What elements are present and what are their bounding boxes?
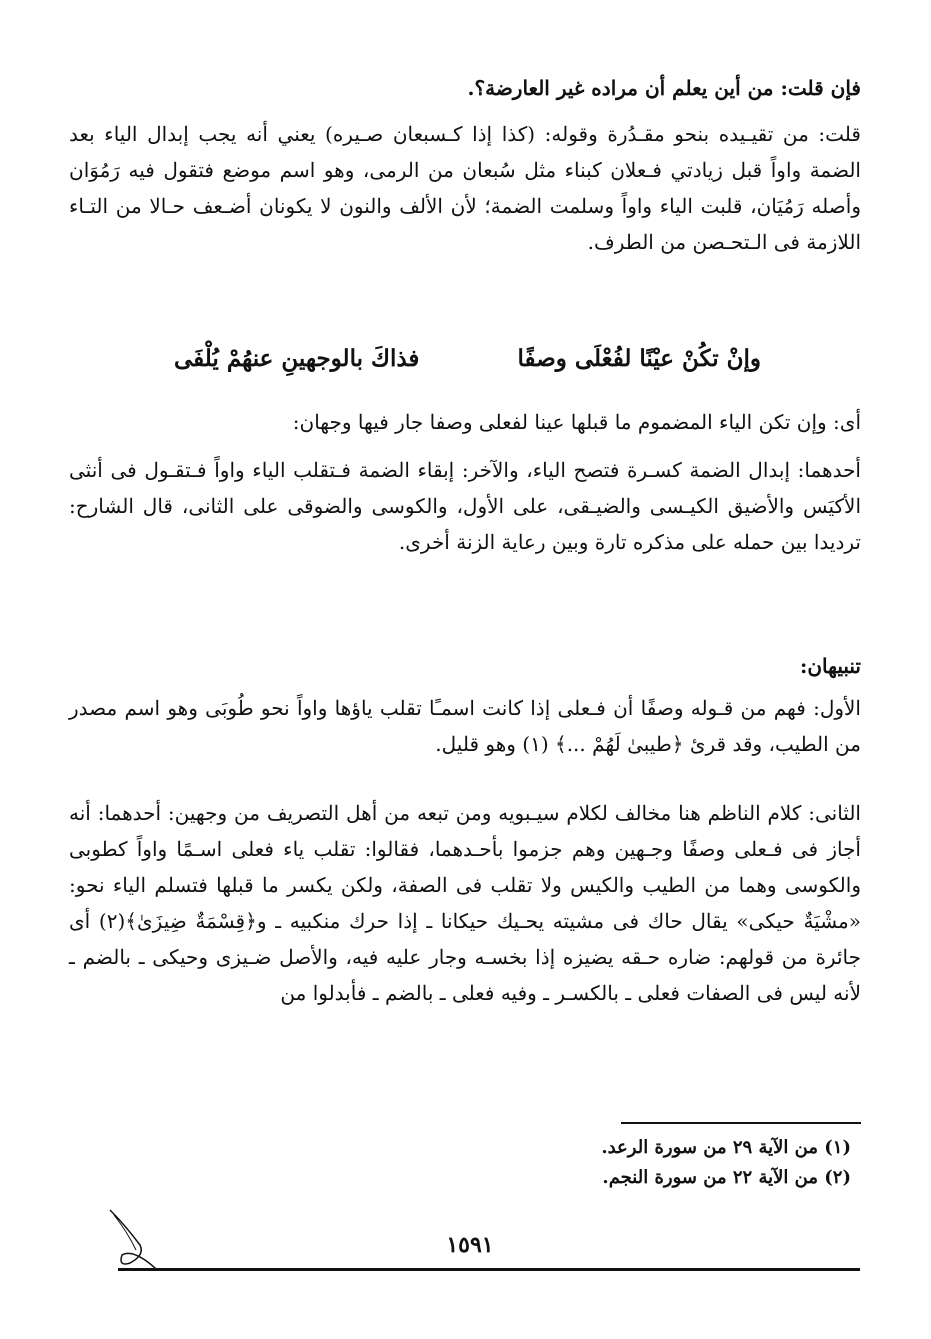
paragraph-second-note: الثانى: كلام الناظم هنا مخالف لكلام سيـبويه ومن تبعه من أهل التصريف من وجهين: أحدهما: أنه أجاز فى فـعلى وصفًا وجـهين وهم جزموا بأحـدهما، فقالوا: تقلب ياء فعلى اسـمًا واواً كطوبى والكوسى وهما من الطيب والكيس ولا تقلب فى الصفة، ولكن يكسر ما قبلها فتسلم الياء نحو: «مشْيَةٌ حيكى» يقال حاك فى مشيته يحـيك حيكانا ـ إذا حرك منكبيه ـ و﴿قِسْمَةٌ ضِيزَىٰ﴾(٢) أى جائرة من قولهم: ضاره حـقه يضيزه إذا بخسـه وجار عليه فيه، والأصل ضـيزى وحيكى ـ بالضم ـ لأنه ليس فى الصفات فعلى ـ بالكسـر ـ وفيه فعلى ـ بالضم ـ فأبدلوا من	[69, 801, 862, 1005]
paragraph-first-note: الأول: فهم من قـوله وصفًا أن فـعلى إذا كانت اسمـًا تقلب ياؤها واواً نحو طُوبَى وهو اسم مصدر من الطيب، وقد قرئ ﴿طيبىٰ لَهُمْ ...﴾ (١) وهو قليل.	[69, 696, 861, 756]
page-bottom-rule	[118, 1268, 860, 1271]
section-heading-notes: تنبيهان:	[799, 654, 861, 678]
paragraph-two-aspects: أحدهما: إبدال الضمة كسـرة فتصح الياء، والآخر: إبقاء الضمة فـتقلب الياء واواً فـتقـول فى أنثى الأكيَس والأضيق الكيـسى والضيـقى، على الأول، والكوسى والضوقى على الثانى، قال الشارح: ترديدا بين حمله على مذكره تارة وبين رعاية الزنة أخرى.	[69, 458, 861, 554]
poem-verse	[69, 345, 861, 385]
footnote-2: (٢) من الآية ٢٢ من سورة النجم.	[602, 1167, 851, 1188]
page-number: ١٥٩١	[446, 1232, 494, 1258]
verse-first-hemistich: وإنْ تكُنْ عيْنًا لفُعْلَى وصفًا	[517, 345, 761, 372]
footnote-1: (١) من الآية ٢٩ من سورة الرعد.	[601, 1137, 851, 1158]
body-text-top	[69, 70, 861, 270]
section-heading-block	[69, 648, 861, 694]
verse-second-hemistich: فذاكَ بالوجهينِ عنهُمْ يُلْفَى	[174, 345, 420, 372]
paragraph-question: فإن قلت: من أين يعلم أن مراده غير العارضة؟.	[467, 76, 861, 100]
page-ornament-icon	[100, 1205, 160, 1275]
paragraph-explanation: أى: وإن تكن الياء المضموم ما قبلها عينا لفعلى وصفا جار فيها وجهان:	[292, 410, 861, 434]
note-first-block	[69, 690, 861, 772]
body-text-middle	[69, 452, 861, 570]
paragraph-answer: قلت: من تقيـيده بنحو مقـدُرة وقوله: (كذا إذا كـسبعان صـيره) يعني أنه يجب إبدال الياء بعد الضمة واواً قبل زيادتي فـعلان كبناء مثل سُبعان من الرمى، وهو اسم موضع فتقول فيه رَمُوَان وأصله رَمُيَان، قلبت الياء واواً وسلمت الضمة؛ لأن الألف والنون لا يكونان أضـعف حـالا من التـاء اللازمة فى الـتحـصن من الطرف.	[69, 122, 861, 254]
footnotes	[351, 1133, 851, 1193]
footnote-separator	[621, 1122, 861, 1124]
verse-explanation	[69, 404, 861, 450]
note-second-block	[69, 795, 861, 1021]
